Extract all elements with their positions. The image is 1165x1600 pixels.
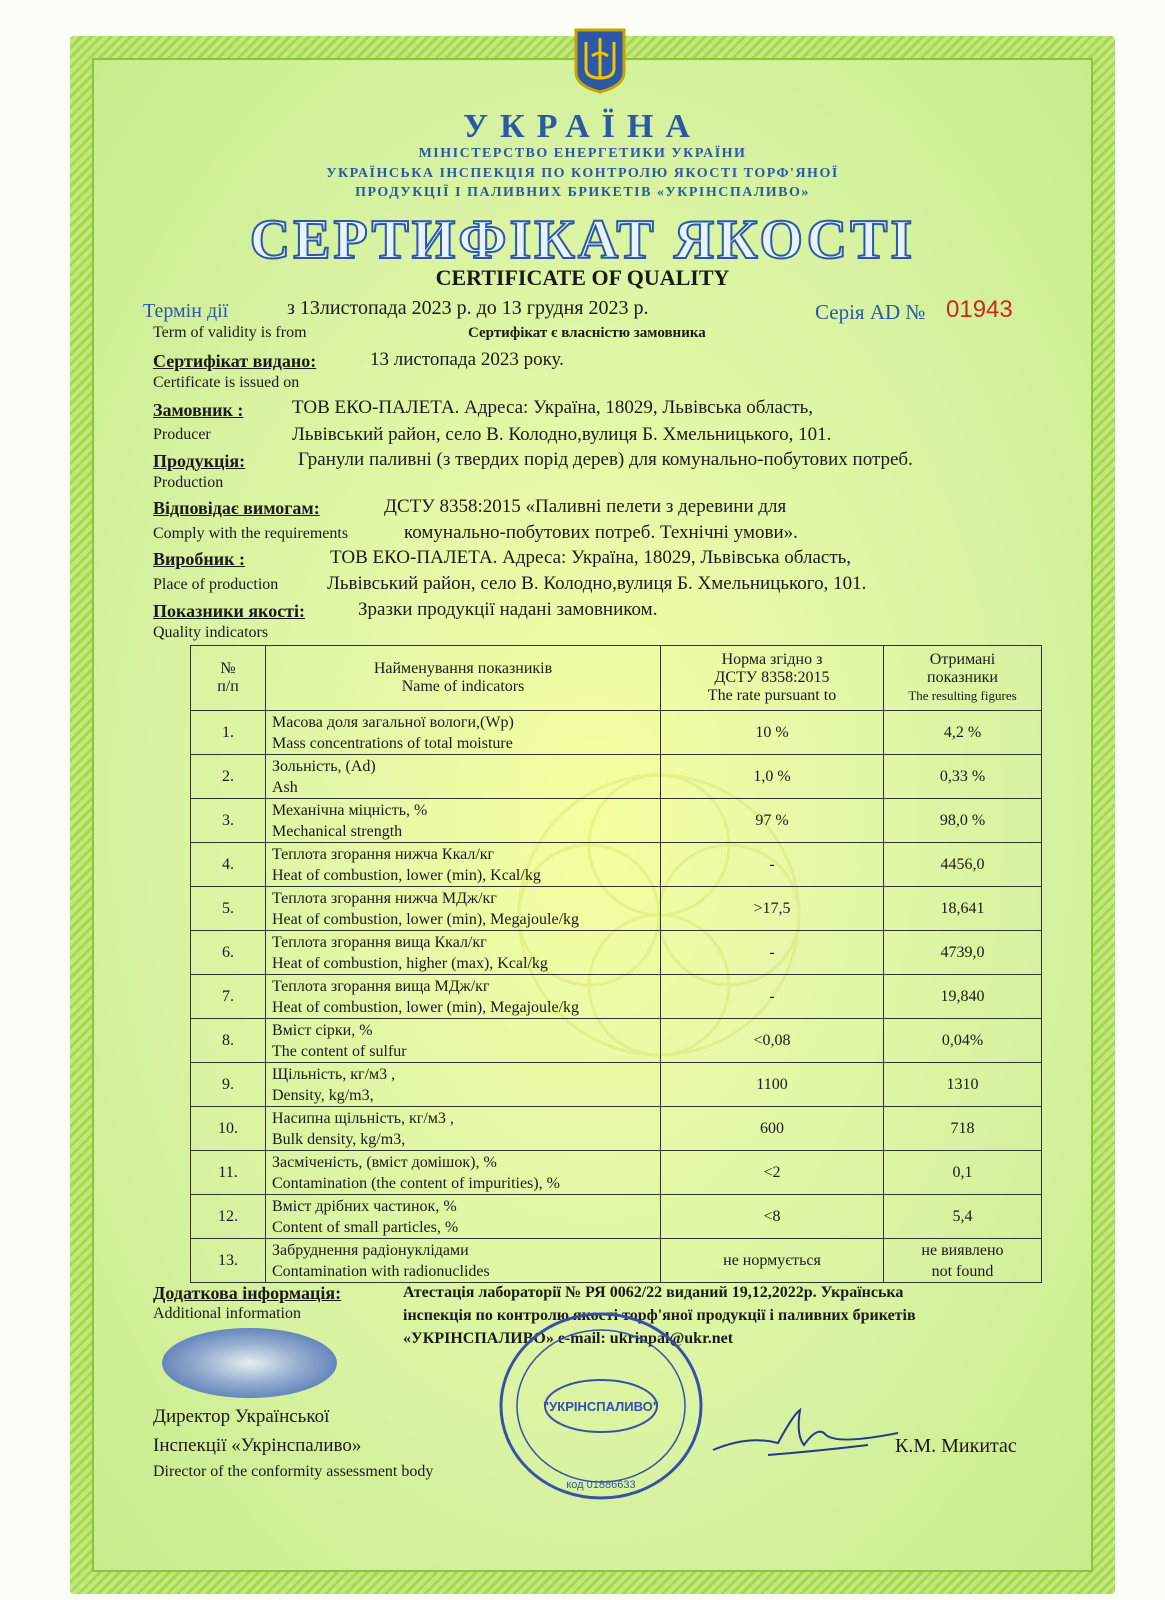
additional-line-2: інспекція по контролю якості торф'яної продукції і паливних брикетів (403, 1307, 916, 1324)
row-number: 4. (191, 843, 266, 887)
table-header-row (191, 646, 1042, 711)
row-indicator (266, 1151, 661, 1195)
row-indicator (266, 975, 661, 1019)
header-num: № п/п (191, 646, 266, 711)
row-indicator (266, 887, 661, 931)
row-norm: не нормується (661, 1239, 884, 1283)
row-indicator-en: Ash (272, 778, 298, 796)
table-row (191, 843, 1042, 887)
requirements-label: Відповідає вимогам: (153, 498, 320, 518)
table-body (191, 711, 1042, 1283)
row-norm: 600 (661, 1107, 884, 1151)
quality-label-en: Quality indicators (153, 624, 269, 641)
row-indicator (266, 1195, 661, 1239)
row-indicator (266, 1063, 661, 1107)
header-norm: Норма згідно з ДСТУ 8358:2015 The rate pursuant to (661, 646, 884, 711)
row-result: 4739,0 (884, 931, 1042, 975)
row-norm: 1,0 % (661, 755, 884, 799)
director-line-1: Директор Української (153, 1406, 330, 1427)
row-norm: <8 (661, 1195, 884, 1239)
row-number: 2. (191, 755, 266, 799)
requirements-line-1: ДСТУ 8358:2015 «Паливні пелети з деревини для (384, 496, 787, 517)
quality-indicators-table (190, 645, 1042, 1283)
issued-label: Сертифікат видано: (153, 351, 317, 371)
table-row (191, 711, 1042, 755)
table-row (191, 887, 1042, 931)
row-result: 1310 (884, 1063, 1042, 1107)
table-row (191, 799, 1042, 843)
table-row (191, 1107, 1042, 1151)
row-number: 13. (191, 1239, 266, 1283)
row-norm: - (661, 931, 884, 975)
table-row (191, 755, 1042, 799)
row-number: 6. (191, 931, 266, 975)
customer-line-2: Львівський район, село В. Колодно,вулиця Б. Хмельницького, 101. (292, 424, 832, 445)
customer-line-1: ТОВ ЕКО-ПАЛЕТА. Адреса: Україна, 18029, Львівська область, (292, 397, 814, 418)
row-indicator-ua: Теплота згорання вища Ккал/кг (272, 933, 487, 951)
manufacturer-line-2: Львівський район, село В. Колодно,вулиця Б. Хмельницького, 101. (327, 573, 867, 594)
row-norm: 10 % (661, 711, 884, 755)
additional-line-1: Атестація лабораторії № РЯ 0062/22 виданий 19,12,2022р. Українська (403, 1284, 904, 1301)
product-value: Гранули паливні (з твердих порід дерев) для комунально-побутових потреб. (298, 449, 913, 470)
director-line-2: Інспекції «Укрінспаливо» (153, 1435, 362, 1456)
row-indicator-en: Heat of combustion, higher (max), Kcal/kg (272, 954, 548, 972)
row-indicator-en: Contamination (the content of impurities), % (272, 1174, 560, 1192)
requirements-line-2: комунально-побутових потреб. Технічні умови». (404, 522, 798, 543)
validity-label: Термін дії (143, 300, 229, 322)
row-number: 9. (191, 1063, 266, 1107)
table-row (191, 1019, 1042, 1063)
official-stamp (497, 1310, 705, 1502)
row-norm: 1100 (661, 1063, 884, 1107)
certificate-title: СЕРТИФІКАТ ЯКОСТІ (249, 209, 916, 271)
row-number: 12. (191, 1195, 266, 1239)
row-indicator-en: The content of sulfur (272, 1042, 407, 1060)
table-row (191, 1239, 1042, 1283)
row-norm: - (661, 843, 884, 887)
header-name: Найменування показників Name of indicators (266, 646, 661, 711)
customer-label: Замовник : (153, 400, 244, 420)
row-indicator-ua: Зольність, (Ad) (272, 757, 376, 775)
row-indicator-ua: Забруднення радіонуклідами (272, 1241, 469, 1259)
row-norm: <2 (661, 1151, 884, 1195)
signatory-name: К.М. Микитас (895, 1435, 1017, 1457)
row-indicator-en: Mechanical strength (272, 822, 403, 840)
hologram-seal (162, 1328, 337, 1398)
row-result: 18,641 (884, 887, 1042, 931)
row-number: 3. (191, 799, 266, 843)
issued-label-en: Certificate is issued on (153, 374, 300, 391)
quality-value: Зразки продукції надані замовником. (358, 599, 658, 620)
stamp-code-text: код 01886633 (566, 1479, 636, 1491)
row-indicator (266, 1239, 661, 1283)
requirements-label-en: Comply with the requirements (153, 525, 349, 542)
row-indicator (266, 711, 661, 755)
manufacturer-label: Виробник : (153, 549, 245, 569)
row-result: 0,33 % (884, 755, 1042, 799)
ministry-line-1: МІНІСТЕРСТВО ЕНЕРГЕТИКИ УКРАЇНИ (418, 146, 747, 161)
product-label-en: Production (153, 474, 224, 491)
manufacturer-line-1: ТОВ ЕКО-ПАЛЕТА. Адреса: Україна, 18029, Львівська область, (330, 547, 852, 568)
row-indicator (266, 931, 661, 975)
row-indicator-ua: Теплота згорання нижча Ккал/кг (272, 845, 495, 863)
row-indicator (266, 843, 661, 887)
row-result: 718 (884, 1107, 1042, 1151)
series-label: Серія AD № (815, 300, 926, 324)
row-result: 98,0 % (884, 799, 1042, 843)
row-indicator-en: Heat of combustion, lower (min), Megajoule/kg (272, 998, 580, 1016)
row-indicator-en: Bulk density, kg/m3, (272, 1130, 406, 1148)
row-number: 7. (191, 975, 266, 1019)
row-indicator (266, 1019, 661, 1063)
row-indicator-ua: Щільність, кг/м3 , (272, 1065, 396, 1083)
customer-label-en: Producer (153, 426, 211, 443)
validity-label-en: Term of validity is from (153, 324, 307, 341)
table-row (191, 1063, 1042, 1107)
row-number: 1. (191, 711, 266, 755)
quality-label: Показники якості: (153, 601, 306, 621)
row-result: 4456,0 (884, 843, 1042, 887)
signature (708, 1405, 908, 1475)
row-indicator-ua: Вміст дрібних частинок, % (272, 1197, 457, 1215)
country-title: УКРАЇНА (463, 108, 702, 145)
table-row (191, 975, 1042, 1019)
header-result: Отримані показники The resulting figures (884, 646, 1042, 711)
row-indicator-ua: Механічна міцність, % (272, 801, 428, 819)
row-indicator-ua: Теплота згорання нижча МДж/кг (272, 889, 497, 907)
table-row (191, 931, 1042, 975)
row-indicator-en: Heat of combustion, lower (min), Megajoule/kg (272, 910, 580, 928)
stamp-center-text: "УКРІНСПАЛИВО" (543, 1399, 659, 1414)
table-row (191, 1195, 1042, 1239)
row-result: 0,04% (884, 1019, 1042, 1063)
table-row (191, 1151, 1042, 1195)
row-indicator-ua: Засміченість, (вміст домішок), % (272, 1153, 497, 1171)
row-norm: - (661, 975, 884, 1019)
row-result: 5,4 (884, 1195, 1042, 1239)
row-norm: 97 % (661, 799, 884, 843)
validity-period: з 13листопада 2023 р. до 13 грудня 2023 р. (287, 297, 649, 319)
row-indicator (266, 1107, 661, 1151)
row-indicator-en: Contamination with radionuclides (272, 1262, 490, 1280)
row-number: 11. (191, 1151, 266, 1195)
product-label: Продукція: (153, 451, 246, 471)
row-norm: <0,08 (661, 1019, 884, 1063)
certificate-subtitle: CERTIFICATE OF QUALITY (435, 265, 730, 290)
row-indicator-ua: Вміст сірки, % (272, 1021, 373, 1039)
row-result: 19,840 (884, 975, 1042, 1019)
issued-date: 13 листопада 2023 року. (370, 349, 564, 370)
row-indicator-ua: Масова доля загальної вологи,(Wp) (272, 713, 514, 731)
row-indicator (266, 755, 661, 799)
trident-emblem (572, 26, 628, 94)
row-indicator-en: Heat of combustion, lower (min), Kcal/kg (272, 866, 541, 884)
row-indicator-en: Mass concentrations of total moisture (272, 734, 513, 752)
additional-label: Додаткова інформація: (153, 1283, 342, 1303)
additional-line-3: «УКРІНСПАЛИВО» e-mail: ukrinpal@ukr.net (403, 1330, 734, 1347)
row-number: 5. (191, 887, 266, 931)
series-number: 01943 (946, 296, 1013, 323)
manufacturer-label-en: Place of production (153, 576, 279, 593)
row-indicator-en: Content of small particles, % (272, 1218, 459, 1236)
ministry-line-2: УКРАЇНСЬКА ІНСПЕКЦІЯ ПО КОНТРОЛЮ ЯКОСТІ ТОРФ'ЯНОЇ (326, 166, 839, 181)
row-result: 4,2 % (884, 711, 1042, 755)
row-result: не виявлено not found (884, 1239, 1042, 1283)
row-indicator-ua: Насипна щільність, кг/м3 , (272, 1109, 454, 1127)
row-number: 10. (191, 1107, 266, 1151)
row-indicator-en: Density, kg/m3, (272, 1086, 374, 1104)
row-indicator (266, 799, 661, 843)
property-note: Сертифікат є власністю замовника (468, 325, 706, 341)
director-en: Director of the conformity assessment body (153, 1463, 434, 1480)
row-result: 0,1 (884, 1151, 1042, 1195)
additional-label-en: Additional information (153, 1305, 301, 1322)
ministry-line-3: ПРОДУКЦІЇ І ПАЛИВНИХ БРИКЕТІВ «УКРІНСПАЛИВО» (355, 185, 810, 200)
row-number: 8. (191, 1019, 266, 1063)
row-indicator-ua: Теплота згорання вища МДж/кг (272, 977, 490, 995)
row-norm: >17,5 (661, 887, 884, 931)
